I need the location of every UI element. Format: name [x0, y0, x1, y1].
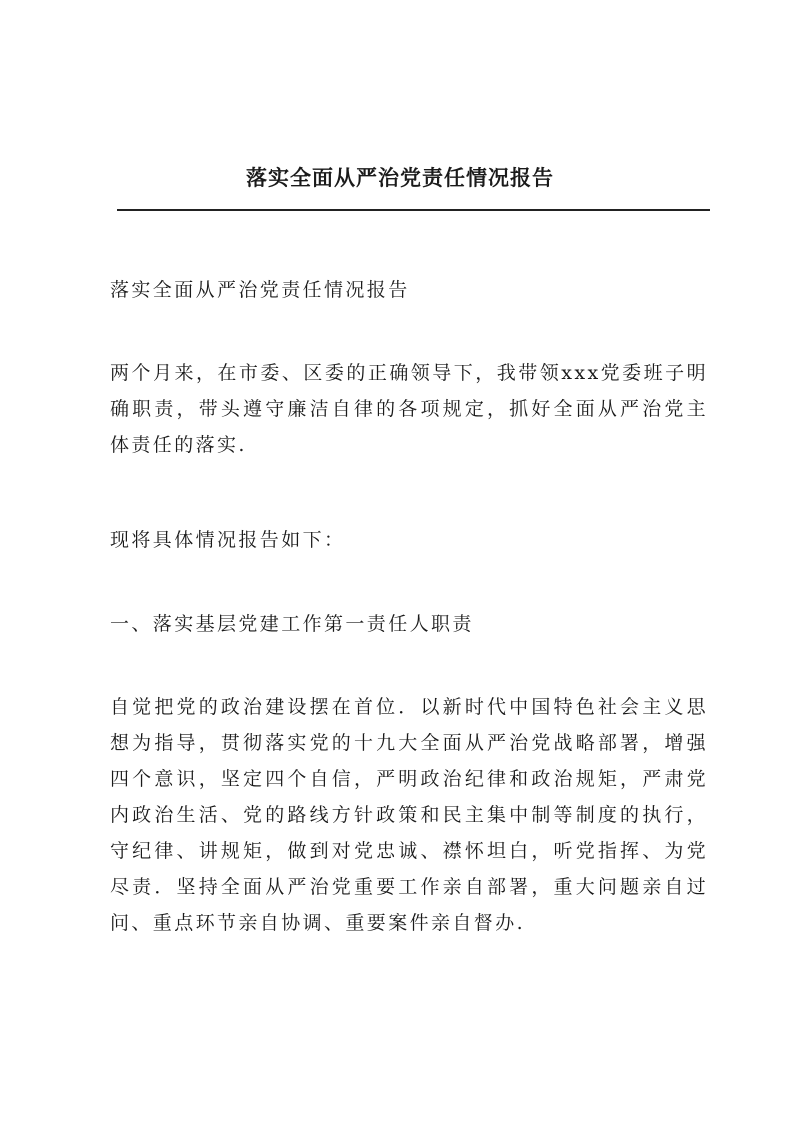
- paragraph-section-1-body: 自觉把党的政治建设摆在首位．以新时代中国特色社会主义思想为指导，贯彻落实党的十九大全面从严治党战略部署，增强四个意识，坚定四个自信，严明政治纪律和政治规矩，严肃党内政治生活、党的路线方针政策和民主集中制等制度的执行，守纪律、讲规矩，做到对党忠诚、襟怀坦白，听党指挥、为党尽责．坚持全面从严治党重要工作亲自部署，重大问题亲自过问、重点环节亲自协调、重要案件亲自督办.: [110, 696, 708, 934]
- section-heading-1: 一、落实基层党建工作第一责任人职责: [110, 613, 474, 635]
- paragraph-report-lead: 现将具体情况报告如下：: [110, 529, 346, 551]
- paragraph-subtitle: 落实全面从严治党责任情况报告: [110, 279, 410, 301]
- paragraph-intro: 两个月来，在市委、区委的正确领导下，我带领xxx党委班子明确职责，带头遵守廉洁自律的各项规定，抓好全面从严治党主体责任的落实.: [110, 362, 708, 456]
- page-title: 落实全面从严治党责任情况报告: [246, 165, 554, 190]
- title-divider: [117, 209, 710, 211]
